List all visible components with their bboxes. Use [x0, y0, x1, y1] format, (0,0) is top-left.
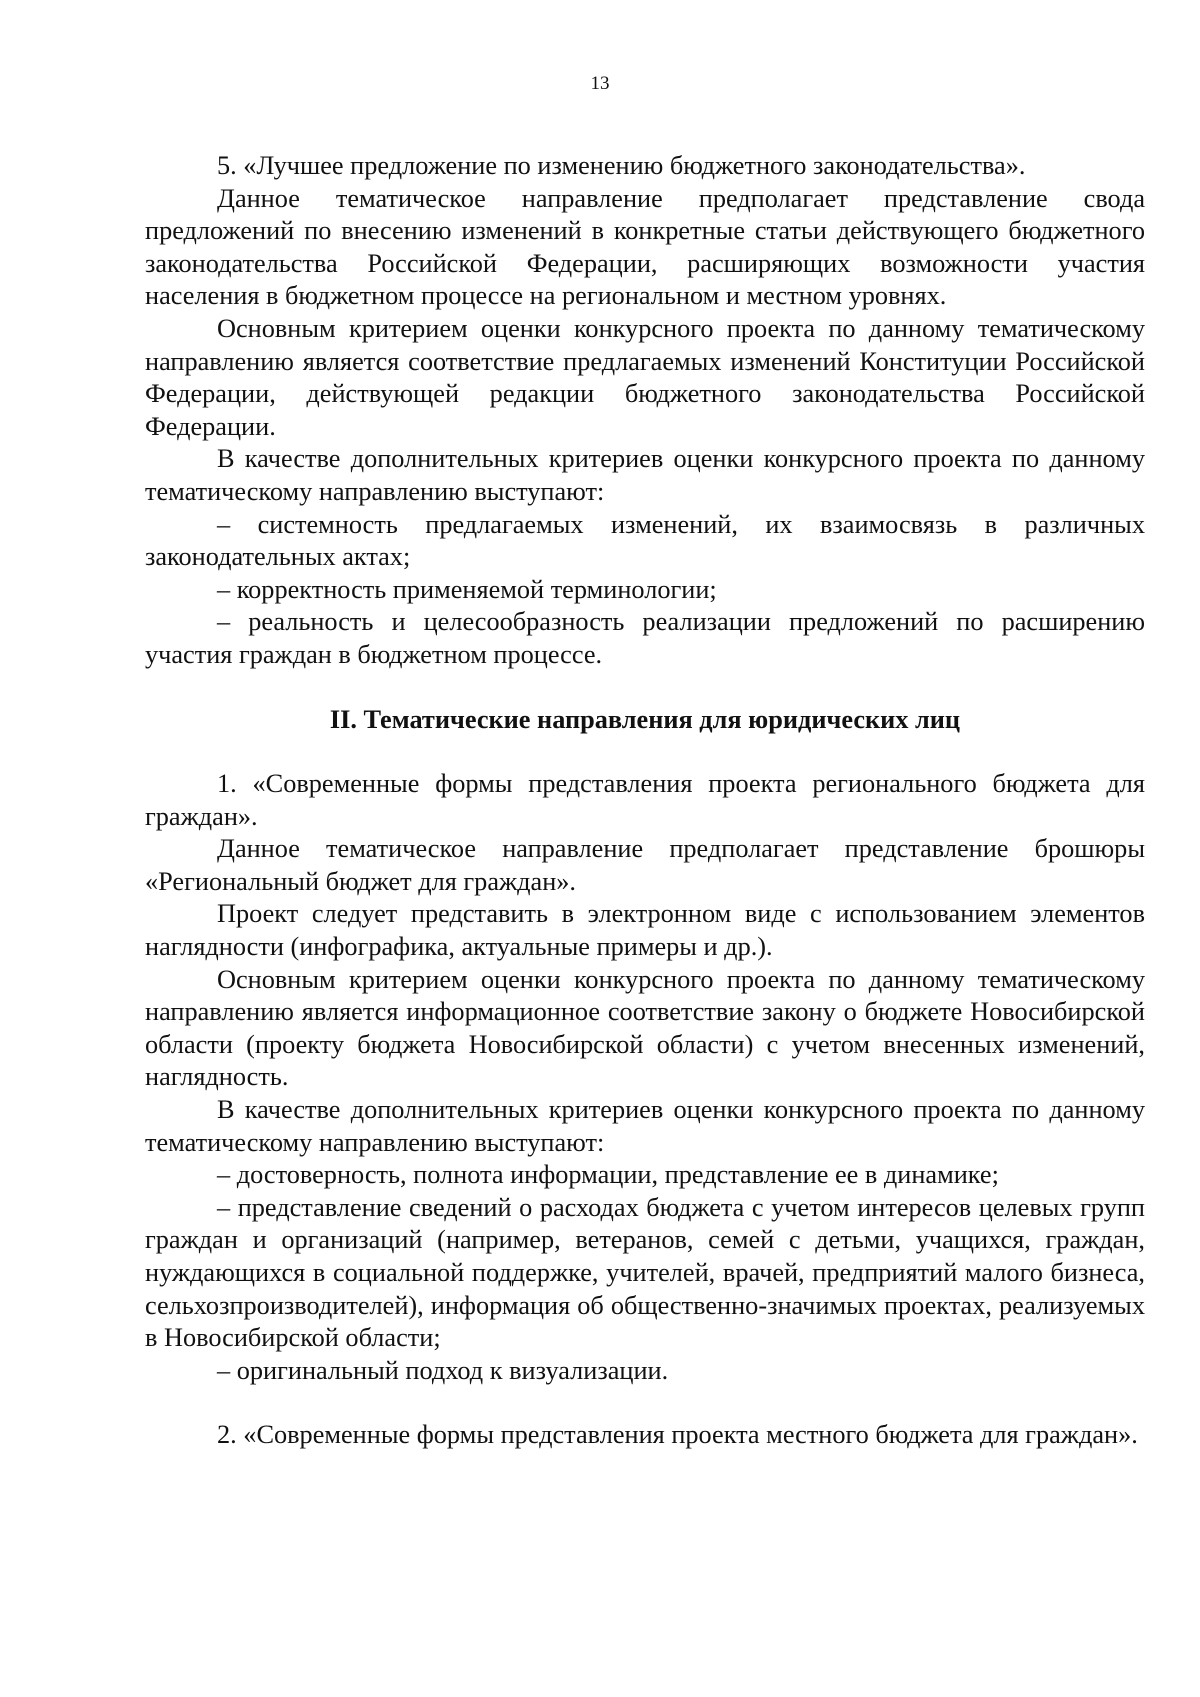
paragraph-item-title: 2. «Современные формы представления проекта местного бюджета для граждан». [217, 1420, 1138, 1450]
page-number: 13 [590, 73, 610, 94]
spacer [145, 1387, 1145, 1419]
paragraph: Проект следует представить в электронном виде с использованием элементов наглядности (инфографика, актуальные примеры и др.). [145, 899, 1145, 962]
criteria-list-item: – системность предлагаемых изменений, их взаимосвязь в различных законодательных актах; [145, 509, 1145, 572]
spacer [145, 736, 1145, 768]
paragraph: Основным критерием оценки конкурсного проекта по данному тематическому направлению является соответствие предлагаемых изменений Конституции Российской Федерации, действующей редакции бюджетного законодательства Российской Федерации. [145, 313, 1145, 441]
paragraph-item-title: 1. «Современные формы представления проекта регионального бюджета для граждан». [145, 769, 1145, 831]
paragraph: Основным критерием оценки конкурсного проекта по данному тематическому направлению является информационное соответствие закону о бюджете Новосибирской области (проекту бюджета Новосибирской области) с учетом внесенных изменений, наглядность. [145, 964, 1145, 1092]
criteria-list-item: – оригинальный подход к визуализации. [217, 1355, 669, 1385]
criteria-list-item: – достоверность, полнота информации, представление ее в динамике; [217, 1160, 999, 1190]
paragraph: В качестве дополнительных критериев оценки конкурсного проекта по данному тематическому направлению выступают: [145, 1095, 1145, 1157]
document-body [145, 150, 1145, 1452]
paragraph-item-title: 5. «Лучшее предложение по изменению бюджетного законодательства». [217, 151, 1026, 180]
paragraph: В качестве дополнительных критериев оценки конкурсного проекта по данному тематическому направлению выступают: [145, 444, 1145, 506]
criteria-list-item: – реальность и целесообразность реализации предложений по расширению участия граждан в бюджетном процессе. [145, 607, 1145, 669]
paragraph: Данное тематическое направление предполагает представление свода предложений по внесению изменений в конкретные статьи действующего бюджетного законодательства Российской Федерации, расширяющих возможности участия населения в бюджетном процессе на региональном и местном уровнях. [145, 183, 1145, 311]
paragraph: Данное тематическое направление предполагает представление брошюры «Региональный бюджет для граждан». [145, 834, 1145, 896]
criteria-list-item: – корректность применяемой терминологии; [217, 574, 717, 604]
spacer [145, 672, 1145, 704]
section-heading: II. Тематические направления для юридических лиц [329, 704, 961, 734]
criteria-list-item: – представление сведений о расходах бюджета с учетом интересов целевых групп граждан и организаций (например, ветеранов, семей с детьми, учащихся, граждан, нуждающихся в социальной поддержке, учителей, врачей, предприятий малого бизнеса, сельхозпроизводителей), информация об общественно-значимых проектах, реализуемых в Новосибирской области; [145, 1192, 1145, 1353]
